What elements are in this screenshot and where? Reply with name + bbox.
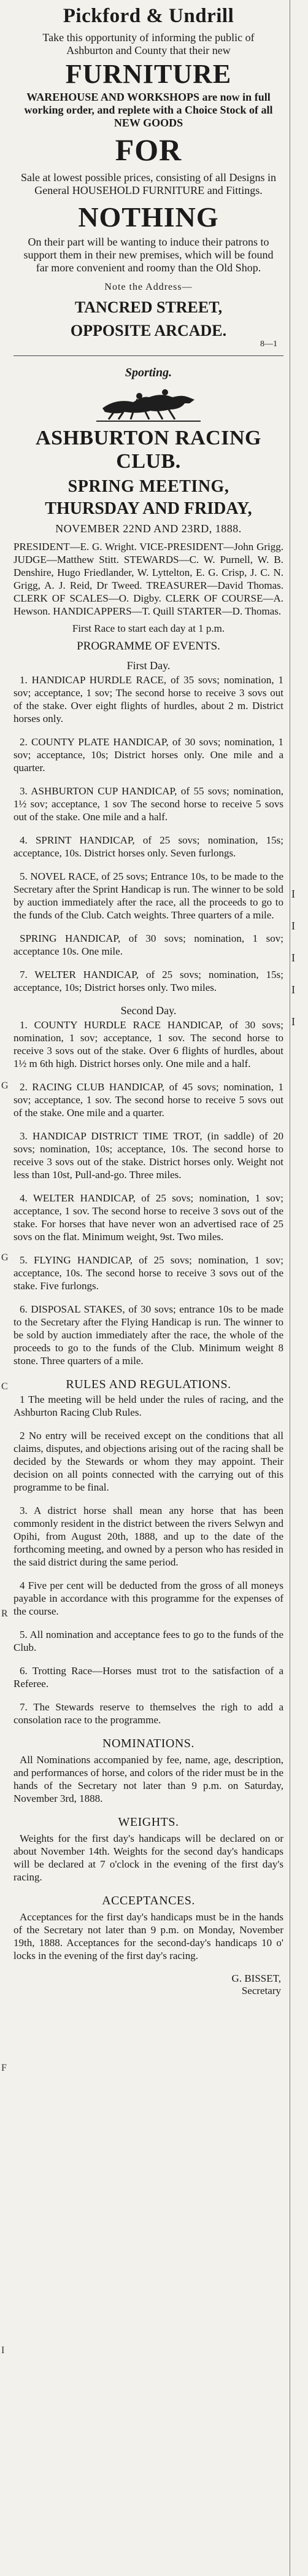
furniture-heading: FURNITURE xyxy=(65,59,232,89)
racehorse-woodcut-icon xyxy=(96,387,201,423)
rule-entry: 1 The meeting will be held under the rules of racing, and the Ashburton Racing Club Rules. xyxy=(13,1394,283,1418)
race-entry: 3. ASHBURTON CUP HANDICAP, of 55 sovs; nomination, 1½ sov; acceptance, 1 sov The second horse to receive 5 sovs out of the stake. One mile and a half. xyxy=(13,785,283,823)
race-entry: 7. WELTER HANDICAP, of 25 sovs; nomination, 15s; acceptance, 10s; District horses only. Two miles. xyxy=(13,969,283,993)
race-entry: 5. NOVEL RACE, of 25 sovs; Entrance 10s, to be made to the Secretary after the Sprint Handicap is run. The winner to be sold by auction immediately after the race, all the proceeds to go to the funds of the Club. Catch weights. Three quarters of a mile. xyxy=(13,871,283,921)
street-address: TANCRED STREET, xyxy=(74,298,223,316)
right-column-edge xyxy=(290,0,308,2576)
race-entry: 1. COUNTY HURDLE RACE HANDICAP, of 30 sovs; nomination, 1 sov; acceptance, 1 sov. The second horse to receive 3 sovs out of the stake. Over 6 flights of hurdles, about 1½ m 6th high. District horses only. One mile and a half. xyxy=(13,1019,283,1069)
race-entry: 2. COUNTY PLATE HANDICAP, of 30 sovs; nomination, 1 sov; acceptance, 10s; District horses only. One mile and a quarter. xyxy=(13,736,283,774)
officials-list: PRESIDENT—E. G. Wright. VICE-PRESIDENT—John Grigg. JUDGE—Matthew Stitt. STEWARDS—C. W. Purnell, W. B. Denshire, Hugo Friedlander, W. Lyttelton, E. G. Crisp, J. C. N. Grigg, A. J. Reid, Dr Tweed. TREASURER—David Thomas. CLERK OF SCALES—O. Digby. CLERK OF COURSE—A. Hewson. HANDICAPPERS—T. Quill STARTER—D. Thomas. xyxy=(13,541,283,617)
start-time-note: First Race to start each day at 1 p.m. xyxy=(72,623,225,634)
left-margin-letter: G xyxy=(1,1080,9,1091)
club-title: ASHBURTON RACING CLUB. xyxy=(36,427,261,473)
right-margin-letter: I xyxy=(291,952,295,964)
right-margin-letter: I xyxy=(291,888,295,900)
race-entry: 4. SPRINT HANDICAP, of 25 sovs; nomination, 15s; acceptance, 10s. District horses only. Seven furlongs. xyxy=(13,834,283,859)
race-entry: 6. DISPOSAL STAKES, of 30 sovs; entrance 10s to be made to the Secretary after the Flying Handicap is run. The winner to be sold by auction immediately after the race, the whole of the proceeds to go to the funds of the Club. Minimum weight 8 stone. Three quarters of a mile. xyxy=(13,1303,283,1367)
meeting-title: SPRING MEETING, xyxy=(67,477,229,496)
right-margin-fragments xyxy=(291,878,308,1038)
right-margin-letter: I xyxy=(291,1015,295,1028)
rules-heading: RULES AND REGULATIONS. xyxy=(66,1378,231,1391)
left-margin-letter: C xyxy=(1,1381,8,1392)
sale-text: Sale at lowest possible prices, consisting of all Designs in General HOUSEHOLD FURNITURE and Fittings. xyxy=(21,171,276,196)
right-margin-letter: I xyxy=(291,983,295,996)
meeting-dates: NOVEMBER 22ND AND 23RD, 1888. xyxy=(55,522,242,535)
warehouse-text: WAREHOUSE AND WORKSHOPS are now in full working order, and replete with a Choice Stock of all NEW GOODS xyxy=(24,91,273,129)
rule-entry: 3. A district horse shall mean any horse that has been commonly resident in the district between the rivers Selwyn and Opihi, from August 20th, 1888, and up to the date of the forthcoming meeting, and owned by a person who has resided in the said district during the same period. xyxy=(13,1505,283,1568)
race-entry: 3. HANDICAP DISTRICT TIME TROT, (in saddle) of 20 sovs; nomination, 10s; acceptance, 10s. The second horse to receive 3 sovs out of the stake. District horses only. Weight not less than 10st, Pull-and-go. Three miles. xyxy=(13,1130,283,1181)
second-day-heading: Second Day. xyxy=(120,1004,177,1017)
race-entry: 2. RACING CLUB HANDICAP, of 45 sovs; nomination, 1 sov; acceptance, 1 sov. The second horse to receive 5 sovs out of the stake. One mile and a quarter. xyxy=(13,1081,283,1119)
first-day-heading: First Day. xyxy=(126,659,171,672)
nothing-text: On their part will be wanting to induce their patrons to support them in their new premises, which will be found far more convenient and roomy than the Old Shop. xyxy=(23,236,274,274)
address-note: Note the Address— xyxy=(104,282,193,292)
meeting-days: THURSDAY AND FRIDAY, xyxy=(45,499,252,518)
weights-heading: WEIGHTS. xyxy=(118,1815,179,1829)
rule-entry: 6. Trotting Race—Horses must trot to the satisfaction of a Referee. xyxy=(13,1665,283,1690)
left-margin-fragments xyxy=(0,0,11,2576)
left-margin-letter: G xyxy=(1,1252,9,1263)
right-margin-letter: I xyxy=(291,920,295,932)
secretary-title: Secretary xyxy=(241,1985,281,1996)
divider xyxy=(13,355,283,356)
rule-entry: 4 Five per cent will be deducted from the gross of all moneys payable in accordance with this programme for the expenses of the course. xyxy=(13,1580,283,1617)
nothing-heading: NOTHING xyxy=(78,201,219,233)
rules-list xyxy=(13,1393,283,1726)
race-entry: 4. WELTER HANDICAP, of 25 sovs; nomination, 1 sov; acceptance, 1 sov. The second horse to receive 3 sovs out of the stake. For horses that have never won an advertised race of 25 sovs on the flat. Minimum weight, 9st. Two miles. xyxy=(13,1192,283,1243)
acceptances-text: Acceptances for the first day's handicaps must be in the hands of the Secretary not later than 9 p.m. on Monday, November 19th, 1888. Acceptances for the second-day's handicaps 10 o' locks in the evening of the first day's racing. xyxy=(13,1911,283,1961)
programme-heading: PROGRAMME OF EVENTS. xyxy=(77,640,220,653)
left-margin-letter: R xyxy=(1,1608,8,1619)
first-day-races xyxy=(13,673,283,994)
rule-entry: 7. The Stewards reserve to themselves the righ to add a consolation race to the programme. xyxy=(13,1701,283,1726)
advert-reference: 8—1 xyxy=(260,339,277,349)
race-entry: 1. HANDICAP HURDLE RACE, of 35 sovs; nomination, 1 sov; acceptance, 1 sov; The second horse to receive 3 sovs out of the stake. Over eight flights of hurdles, about 2 m. District horses only. xyxy=(13,674,283,724)
second-day-races xyxy=(13,1018,283,1367)
furniture-advertisement xyxy=(13,5,283,349)
racing-club-notice xyxy=(13,366,283,1997)
left-margin-letter: I xyxy=(1,2345,5,2356)
left-margin-letter: F xyxy=(1,2063,7,2073)
rule-entry: 5. All nomination and acceptance fees to go to the funds of the Club. xyxy=(13,1629,283,1653)
race-entry: SPRING HANDICAP, of 30 sovs; nomination, 1 sov; acceptance 10s. One mile. xyxy=(13,933,283,957)
acceptances-heading: ACCEPTANCES. xyxy=(102,1894,195,1907)
main-column xyxy=(13,0,283,2576)
arcade-address: OPPOSITE ARCADE. xyxy=(70,322,227,339)
nominations-text: All Nominations accompanied by fee, name, age, description, and performances of horse, and colors of the rider must be in the hands of the Secretary not later than 9 p.m. on Saturday, November 3rd, 1888. xyxy=(13,1754,283,1804)
secretary-signature: G. BISSET, xyxy=(231,1973,281,1984)
weights-text: Weights for the first day's handicaps will be declared on or about November 14th. Weights for the second day's handicaps will be declared at 7 o'clock in the evening of the first day's racing. xyxy=(13,1833,283,1883)
firm-name: Pickford & Undrill xyxy=(63,5,234,27)
sporting-heading: Sporting. xyxy=(125,366,172,379)
race-entry: 5. FLYING HANDICAP, of 25 sovs; nomination, 1 sov; acceptance, 10s. The second horse to receive 3 sovs out of the stake. Five furlongs. xyxy=(13,1254,283,1292)
advert-intro: Take this opportunity of informing the public of Ashburton and County that their new xyxy=(42,31,255,56)
for-heading: FOR xyxy=(115,133,182,167)
rule-entry: 2 No entry will be received except on the conditions that all claims, disputes, and objections arising out of the racing shall be decided by the Stewards or whom they may appoint. Their decision on all points connected with the carrying out of this programme to be final. xyxy=(13,1430,283,1493)
nominations-heading: NOMINATIONS. xyxy=(102,1737,194,1750)
